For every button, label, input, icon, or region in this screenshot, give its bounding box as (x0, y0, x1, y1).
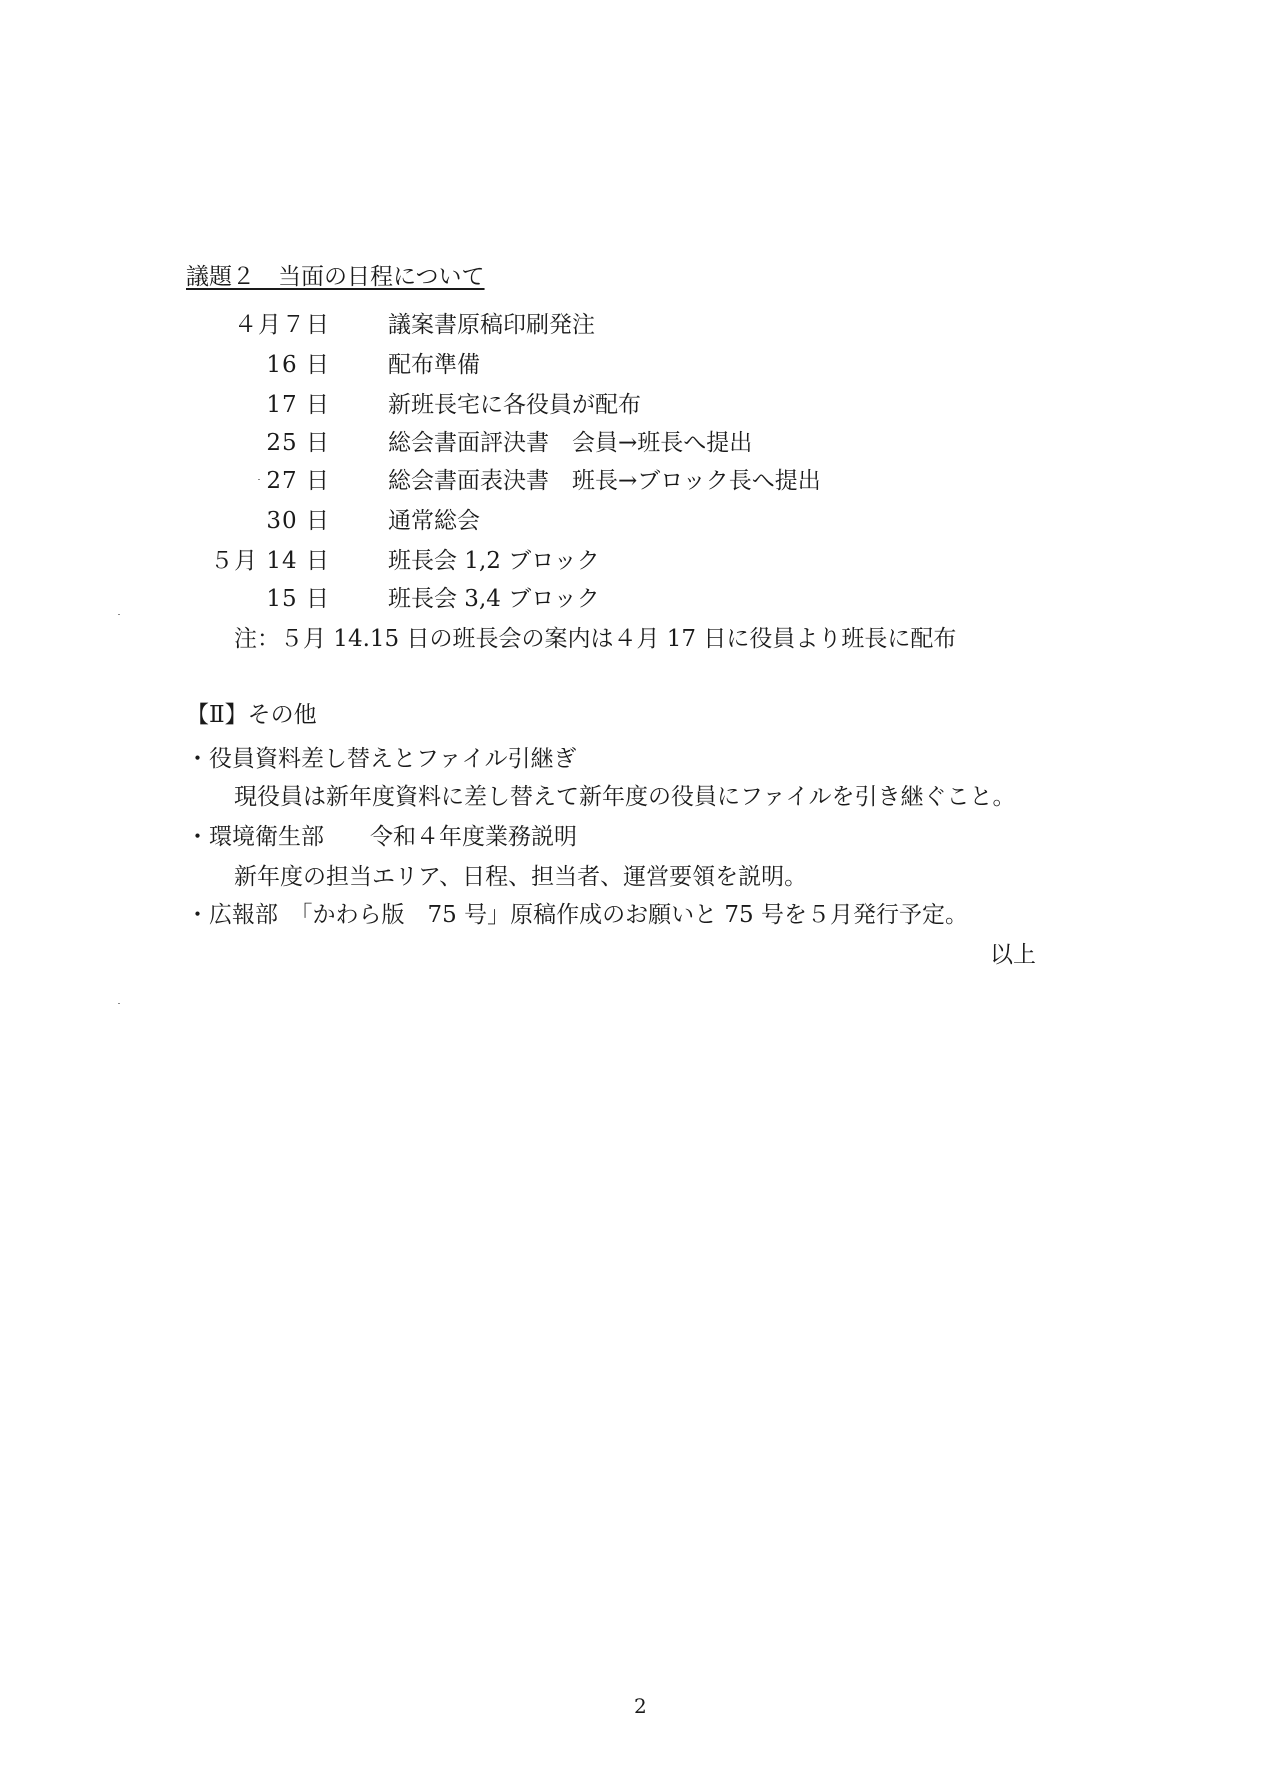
schedule-event: 班長会 1,2 ブロック (388, 548, 600, 574)
schedule-event: 通常総会 (388, 508, 480, 534)
schedule-date: 16 日 (266, 352, 330, 378)
schedule-date: 30 日 (266, 508, 330, 534)
schedule-event: 班長会 3,4 ブロック (388, 586, 600, 612)
schedule-row (0, 346, 1285, 380)
closing-text: 以上 (990, 942, 1036, 968)
other-item-detail: 新年度の担当エリア、日程、担当者、運営要領を説明。 (234, 864, 808, 890)
other-item-label: ・環境衛生部 令和４年度業務説明 (186, 824, 577, 850)
schedule-date: 15 日 (266, 586, 330, 612)
schedule-row (0, 424, 1285, 458)
schedule-event: 総会書面表決書 班長→ブロック長へ提出 (388, 468, 821, 494)
page-number: 2 (634, 1694, 647, 1718)
scan-speck (118, 614, 120, 615)
schedule-event: 新班長宅に各役員が配布 (388, 392, 641, 418)
schedule-row (0, 306, 1285, 340)
schedule-event: 総会書面評決書 会員→班長へ提出 (388, 430, 753, 456)
schedule-row (0, 502, 1285, 536)
schedule-date: ４月７日 (234, 312, 330, 338)
other-item-label: ・広報部 「かわら版 75 号」原稿作成のお願いと 75 号を５月発行予定。 (186, 902, 968, 928)
other-item-label: ・役員資料差し替えとファイル引継ぎ (186, 746, 577, 772)
agenda-heading: 議題２ 当面の日程について (186, 264, 485, 290)
schedule-date: 27 日 (266, 468, 330, 494)
schedule-row (0, 580, 1285, 614)
scan-speck (258, 479, 260, 480)
schedule-date: 25 日 (266, 430, 330, 456)
other-item-detail: 現役員は新年度資料に差し替えて新年度の役員にファイルを引き継ぐこと。 (234, 784, 1016, 810)
schedule-row (0, 462, 1285, 496)
scan-speck (118, 1003, 120, 1004)
schedule-event: 議案書原稿印刷発注 (388, 312, 595, 338)
section-title-other: 【Ⅱ】その他 (186, 702, 317, 728)
schedule-event: 配布準備 (388, 352, 480, 378)
schedule-date: 17 日 (266, 392, 330, 418)
schedule-row (0, 542, 1285, 576)
schedule-row (0, 386, 1285, 420)
schedule-date: ５月 14 日 (210, 548, 330, 574)
schedule-note: 注：５月 14.15 日の班長会の案内は４月 17 日に役員より班長に配布 (234, 626, 957, 652)
